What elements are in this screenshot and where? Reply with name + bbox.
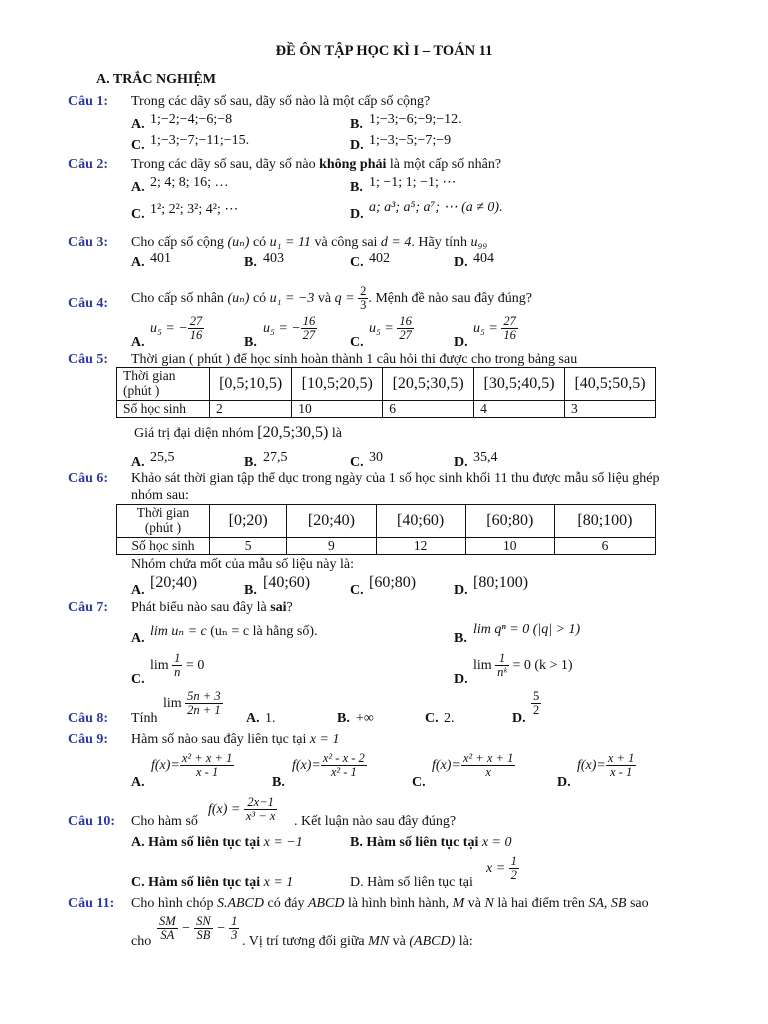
q5-cell: 4 bbox=[474, 401, 565, 418]
q8-d-label: D. bbox=[512, 711, 526, 726]
q5-label: Câu 5: bbox=[68, 352, 109, 367]
q8-label: Câu 8: bbox=[68, 711, 109, 726]
q1-b-label: B. bbox=[350, 117, 363, 132]
q6-text2: nhóm sau: bbox=[131, 488, 189, 503]
q2-b-label: B. bbox=[350, 180, 363, 195]
q11-text2: . Vị trí tương đối giữa MN và (ABCD) là: bbox=[242, 934, 473, 949]
q2-a-label: A. bbox=[131, 180, 145, 195]
q7-c-label: C. bbox=[131, 672, 145, 687]
q9-b-value: f(x)= $\frac{\text{x² - x - 2}}{\text{x² - 1}}$ bbox=[292, 751, 365, 780]
q3-b-value: 403 bbox=[263, 251, 284, 266]
q3-c-label: C. bbox=[350, 255, 364, 270]
q5-a-value: 25,5 bbox=[150, 450, 175, 465]
q9-d-label: D. bbox=[557, 775, 571, 790]
q5-header: Thời gian (phút ) bbox=[117, 368, 210, 401]
q9-a-label: A. bbox=[131, 775, 145, 790]
q6-cell: 10 bbox=[465, 538, 554, 555]
q10-d-label: D. Hàm số liên tục tại bbox=[350, 875, 473, 890]
q4-c-label: C. bbox=[350, 335, 364, 350]
q1-d-label: D. bbox=[350, 138, 364, 153]
q10-label: Câu 10: bbox=[68, 814, 116, 829]
q6-row-label: Số học sinh bbox=[117, 538, 210, 555]
q3-d-value: 404 bbox=[473, 251, 494, 266]
q5-cell: 6 bbox=[383, 401, 474, 418]
q10-text2: . Kết luận nào sau đây đúng? bbox=[294, 814, 457, 829]
q1-text: Trong các dãy số sau, dãy số nào là một cấp số cộng? bbox=[131, 94, 431, 109]
q5-col: [10,5;20,5) bbox=[292, 368, 383, 401]
q2-c-value: 1²; 2²; 3²; 4²; ⋯ bbox=[150, 202, 239, 217]
q7-d-label: D. bbox=[454, 672, 468, 687]
q6-cell: 12 bbox=[376, 538, 465, 555]
q5-b-label: B. bbox=[244, 455, 257, 470]
q5-c-label: C. bbox=[350, 455, 364, 470]
q5-a-label: A. bbox=[131, 455, 145, 470]
q3-c-value: 402 bbox=[369, 251, 390, 266]
q6-a-value: [20;40) bbox=[150, 574, 198, 591]
q4-b-value: u₅ = − $\frac{16}{27}$ bbox=[263, 314, 316, 343]
q6-c-value: [60;80) bbox=[369, 574, 417, 591]
q5-cell: 10 bbox=[292, 401, 383, 418]
q10-function: f(x) = $\frac{2x-1}{\text{x³ − x}}$ bbox=[208, 795, 276, 824]
q9-text: Hàm số nào sau đây liên tục tại x = 1 bbox=[131, 732, 340, 747]
q6-ask: Nhóm chứa mốt của mẫu số liệu này là: bbox=[131, 557, 354, 572]
q7-c-value: lim $\frac{1}{n}$ = 0 bbox=[150, 651, 205, 680]
q9-label: Câu 9: bbox=[68, 732, 109, 747]
q4-d-value: u₅ = $\frac{27}{16}$ bbox=[473, 314, 516, 343]
q2-d-value: a; a³; a⁵; a⁷; ⋯ (a ≠ 0). bbox=[369, 200, 503, 215]
q5-c-value: 30 bbox=[369, 450, 383, 465]
q7-text: Phát biểu nào sau đây là sai? bbox=[131, 600, 293, 615]
q9-c-label: C. bbox=[412, 775, 426, 790]
q5-d-value: 35,4 bbox=[473, 450, 498, 465]
q2-a-value: 2; 4; 8; 16; … bbox=[150, 175, 229, 190]
q6-col: [80;100) bbox=[554, 505, 655, 538]
q6-b-label: B. bbox=[244, 583, 257, 598]
q10-c: C. Hàm số liên tục tại x = 1 bbox=[131, 875, 294, 890]
section-heading: A. TRẮC NGHIỆM bbox=[96, 72, 216, 87]
page-title: ĐỀ ÔN TẬP HỌC KÌ I – TOÁN 11 bbox=[275, 43, 493, 59]
q10-b: B. Hàm số liên tục tại x = 0 bbox=[350, 835, 512, 850]
q8-d-value: $\frac{5}{2}$ bbox=[533, 689, 540, 718]
q4-label: Câu 4: bbox=[68, 296, 109, 311]
q8-b-value: +∞ bbox=[356, 711, 374, 726]
q2-text: Trong các dãy số sau, dãy số nào không phải là một cấp số nhân? bbox=[131, 157, 502, 172]
q6-col: [20;40) bbox=[287, 505, 376, 538]
q6-cell: 9 bbox=[287, 538, 376, 555]
q7-a-label: A. bbox=[131, 631, 145, 646]
q11-text2-label: cho bbox=[131, 934, 152, 949]
q11-text1: Cho hình chóp S.ABCD có đáy ABCD là hình bình hành, M và N là hai điểm trên SA, SB sao bbox=[131, 896, 649, 911]
q9-a-value: f(x)= $\frac{\text{x² + x + 1}}{x - 1}$ bbox=[151, 751, 233, 780]
q5-col: [20,5;30,5) bbox=[383, 368, 474, 401]
q6-label: Câu 6: bbox=[68, 471, 109, 486]
q11-label: Câu 11: bbox=[68, 896, 115, 911]
q7-a-value: lim uₙ = c (uₙ = c là hằng số). bbox=[150, 624, 318, 639]
q2-d-label: D. bbox=[350, 207, 364, 222]
q7-d-value: lim $\frac{1}{\text{nᵏ}}$ = 0 (k > 1) bbox=[473, 651, 573, 680]
q3-b-label: B. bbox=[244, 255, 257, 270]
q4-c-value: u₅ = $\frac{16}{27}$ bbox=[369, 314, 412, 343]
q4-a-value: u₅ = − $\frac{27}{16}$ bbox=[150, 314, 203, 343]
q5-row-label: Số học sinh bbox=[117, 401, 210, 418]
q2-b-value: 1; −1; 1; −1; ⋯ bbox=[369, 175, 457, 190]
q6-b-value: [40;60) bbox=[263, 574, 311, 591]
q5-table bbox=[116, 367, 656, 418]
q9-d-value: f(x)= $\frac{x + 1}{x - 1}$ bbox=[577, 751, 635, 780]
q10-text1: Cho hàm số bbox=[131, 814, 198, 829]
q6-cell: 5 bbox=[210, 538, 287, 555]
q3-text: Cho cấp số cộng (uₙ) có u₁ = 11 và công sai d = 4. Hãy tính u₉₉ bbox=[131, 235, 488, 250]
q8-a-label: A. bbox=[246, 711, 260, 726]
q6-cell: 6 bbox=[554, 538, 655, 555]
q2-c-label: C. bbox=[131, 207, 145, 222]
q8-text: Tính bbox=[131, 711, 158, 726]
q6-text1: Khảo sát thời gian tập thể dục trong ngày của 1 số học sinh khối 11 thu được mẫu số liệu ghép bbox=[131, 471, 660, 486]
q1-label: Câu 1: bbox=[68, 94, 109, 109]
q5-col: [0,5;10,5) bbox=[210, 368, 292, 401]
q6-col: [40;60) bbox=[376, 505, 465, 538]
q9-c-value: f(x)= $\frac{\text{x² + x + 1}}{x}$ bbox=[432, 751, 514, 780]
q6-col: [60;80) bbox=[465, 505, 554, 538]
q1-b-value: 1;−3;−6;−9;−12. bbox=[369, 112, 462, 127]
q6-a-label: A. bbox=[131, 583, 145, 598]
q3-label: Câu 3: bbox=[68, 235, 109, 250]
q1-a-label: A. bbox=[131, 117, 145, 132]
q5-col: [40,5;50,5) bbox=[565, 368, 656, 401]
q3-a-value: 401 bbox=[150, 251, 171, 266]
q8-b-label: B. bbox=[337, 711, 350, 726]
q8-limit: lim $\frac{5n + 3}{2n + 1}$ bbox=[163, 689, 221, 718]
q6-col: [0;20) bbox=[210, 505, 287, 538]
q6-d-value: [80;100) bbox=[473, 574, 529, 591]
q4-text: Cho cấp số nhân (uₙ) có u₁ = −3 và q = $\frac{2}{3}$ . Mệnh đề nào sau đây đúng? bbox=[131, 284, 533, 313]
q4-b-label: B. bbox=[244, 335, 257, 350]
q6-table bbox=[116, 504, 656, 555]
q4-d-label: D. bbox=[454, 335, 468, 350]
q5-b-value: 27,5 bbox=[263, 450, 288, 465]
q1-c-label: C. bbox=[131, 138, 145, 153]
q8-a-value: 1. bbox=[265, 711, 276, 726]
q9-b-label: B. bbox=[272, 775, 285, 790]
q10-a: A. Hàm số liên tục tại x = −1 bbox=[131, 835, 303, 850]
q10-d-value: x = $\frac{1}{2}$ bbox=[486, 854, 517, 883]
q5-ask: Giá trị đại diện nhóm [20,5;30,5) là bbox=[134, 424, 342, 441]
q6-d-label: D. bbox=[454, 583, 468, 598]
q11-ratio: $\frac{SM}{SA}$ − $\frac{SN}{SB}$ − $\frac{1}{3}$ bbox=[159, 914, 238, 943]
q3-d-label: D. bbox=[454, 255, 468, 270]
q7-b-label: B. bbox=[454, 631, 467, 646]
q3-a-label: A. bbox=[131, 255, 145, 270]
q5-text: Thời gian ( phút ) để học sinh hoàn thành 1 câu hỏi thi được cho trong bảng sau bbox=[131, 352, 578, 367]
q1-a-value: 1;−2;−4;−6;−8 bbox=[150, 112, 233, 127]
q8-c-label: C. bbox=[425, 711, 439, 726]
q6-header: Thời gian (phút ) bbox=[117, 505, 210, 538]
q7-b-value: lim qⁿ = 0 (|q| > 1) bbox=[473, 622, 581, 637]
q8-c-value: 2. bbox=[444, 711, 455, 726]
q1-d-value: 1;−3;−5;−7;−9 bbox=[369, 133, 452, 148]
q7-label: Câu 7: bbox=[68, 600, 109, 615]
q5-cell: 2 bbox=[210, 401, 292, 418]
q5-col: [30,5;40,5) bbox=[474, 368, 565, 401]
q4-a-label: A. bbox=[131, 335, 145, 350]
q5-d-label: D. bbox=[454, 455, 468, 470]
q5-cell: 3 bbox=[565, 401, 656, 418]
q1-c-value: 1;−3;−7;−11;−15. bbox=[150, 133, 250, 148]
q6-c-label: C. bbox=[350, 583, 364, 598]
q2-label: Câu 2: bbox=[68, 157, 109, 172]
